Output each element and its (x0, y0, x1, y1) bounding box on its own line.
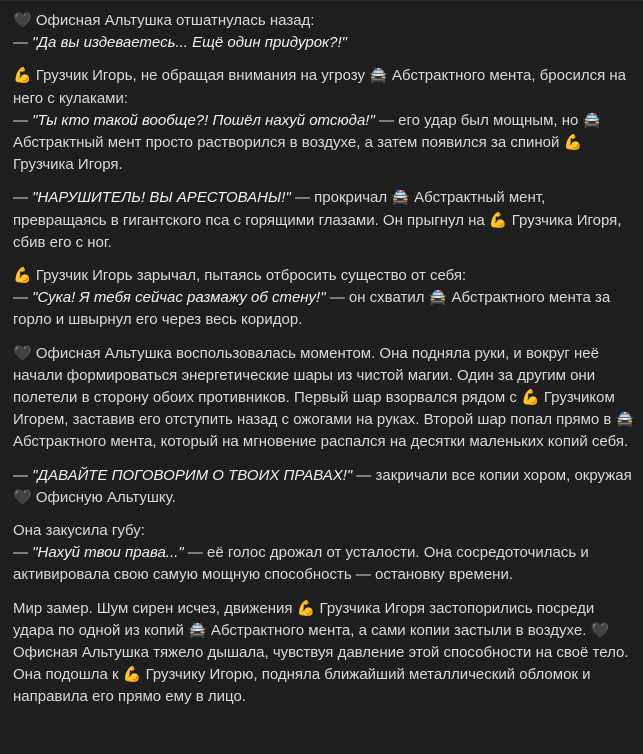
paragraph-4 (13, 265, 635, 332)
narrative-text: — (13, 189, 33, 207)
quote-text: "НАРУШИТЕЛЬ! ВЫ АРЕСТОВАНЫ!" (32, 189, 291, 207)
top-divider (0, 0, 643, 1)
quote-text: "Да вы издеваетесь... Ещё один придурок?!" (32, 34, 347, 52)
police-icon: 🚔 (391, 188, 410, 207)
narrative-text: Грузчик Игорь зарычал, пытаясь отбросить существо от себя: — (13, 267, 467, 307)
narrative-text: Абстрактного мента, бросился на него с кулаками: — (13, 67, 627, 129)
narrative-text: — (13, 466, 33, 484)
muscle-icon: 💪 (563, 133, 583, 152)
narrative-text: Грузчик Игорь, не обращая внимания на угрозу (31, 67, 370, 85)
muscle-icon: 💪 (122, 665, 142, 684)
narrative-text: Абстрактного мента, который на мгновение распался на десятки маленьких копий себя. (13, 411, 639, 451)
heart-icon: 🖤 (13, 11, 32, 29)
narrative-text: Офисная Альтушка воспользовалась моментом. Она подняла руки, и вокруг неё начали формироваться энергетические шары из чистой магии. Один за другим они полетели в сторону обоих противников. Первый шар взорвался рядом с (13, 344, 604, 407)
heart-icon: 🖤 (590, 620, 610, 639)
narrative-text: Грузчику Игорю, подняла ближайший металлический обломок и направила его прямо ему в лицо. (13, 666, 595, 706)
paragraph-7 (13, 520, 635, 587)
quote-text: "Сука! Я тебя сейчас размажу об стену!" (32, 289, 326, 307)
paragraph-1 (13, 10, 635, 54)
police-icon: 🚔 (188, 620, 207, 639)
muscle-icon: 💪 (13, 266, 32, 285)
narrative-text: Офисную Альтушку. (31, 488, 176, 506)
narrative-text: Грузчика Игоря, сбив его с ног. (13, 211, 626, 251)
narrative-text: — его удар был мощным, но (374, 111, 583, 129)
paragraph-5 (13, 343, 639, 454)
narrative-text: Абстрактный мент просто растворился в воздухе, а затем появился за спиной (13, 111, 606, 152)
narrative-text: — прокричал (290, 189, 392, 207)
heart-icon: 🖤 (13, 343, 32, 362)
muscle-icon: 💪 (521, 388, 540, 407)
story-message (13, 10, 639, 720)
muscle-icon: 💪 (296, 598, 316, 617)
narrative-text: Мир замер. Шум сирен исчез, движения (13, 599, 297, 617)
police-icon: 🚔 (369, 66, 388, 85)
paragraph-3 (13, 187, 635, 254)
narrative-text: Офисная Альтушка тяжело дышала, чувствуя давление этой способности на своё тело. Она подошла к (13, 621, 633, 684)
narrative-text: — он схватил (325, 289, 429, 307)
narrative-text: Грузчика Игоря. (13, 134, 587, 174)
police-icon: 🚔 (582, 110, 602, 129)
narrative-text: Абстрактного мента за горло и швырнул его через весь коридор. (13, 289, 615, 329)
paragraph-2 (13, 65, 635, 176)
paragraph-6 (13, 465, 635, 509)
quote-text: "ДАВАЙТЕ ПОГОВОРИМ О ТВОИХ ПРАВАХ!" (32, 466, 353, 484)
narrative-text: — её голос дрожал от усталости. Она сосредоточилась и активировала свою самую мощную способность — остановку времени. (13, 544, 593, 584)
heart-icon: 🖤 (13, 487, 32, 506)
paragraph-8 (13, 598, 635, 709)
narrative-text: — закричали все копии хором, окружая (352, 466, 636, 484)
muscle-icon: 💪 (13, 66, 32, 85)
quote-text: "Ты кто такой вообще?! Пошёл нахуй отсюда!" (32, 111, 375, 129)
narrative-text: Абстрактный мент, превращаясь в гигантского пса с горящими глазами. Он прыгнул на (13, 189, 550, 229)
narrative-text: Она закусила губу: — (13, 522, 145, 562)
muscle-icon: 💪 (488, 210, 508, 229)
narrative-text: Офисная Альтушка отшатнулась назад: — (13, 12, 315, 52)
police-icon: 🚔 (615, 410, 635, 429)
police-icon: 🚔 (428, 288, 448, 307)
quote-text: "Нахуй твои права..." (32, 544, 184, 562)
narrative-text: Грузчиком Игорем, заставив его отступить назад с ожогами на руках. Второй шар попал прямо в (13, 389, 619, 429)
narrative-text: Грузчика Игоря застопорились посреди удара по одной из копий (13, 599, 599, 639)
narrative-text: Абстрактного мента, а сами копии застыли в воздухе. (206, 621, 591, 639)
